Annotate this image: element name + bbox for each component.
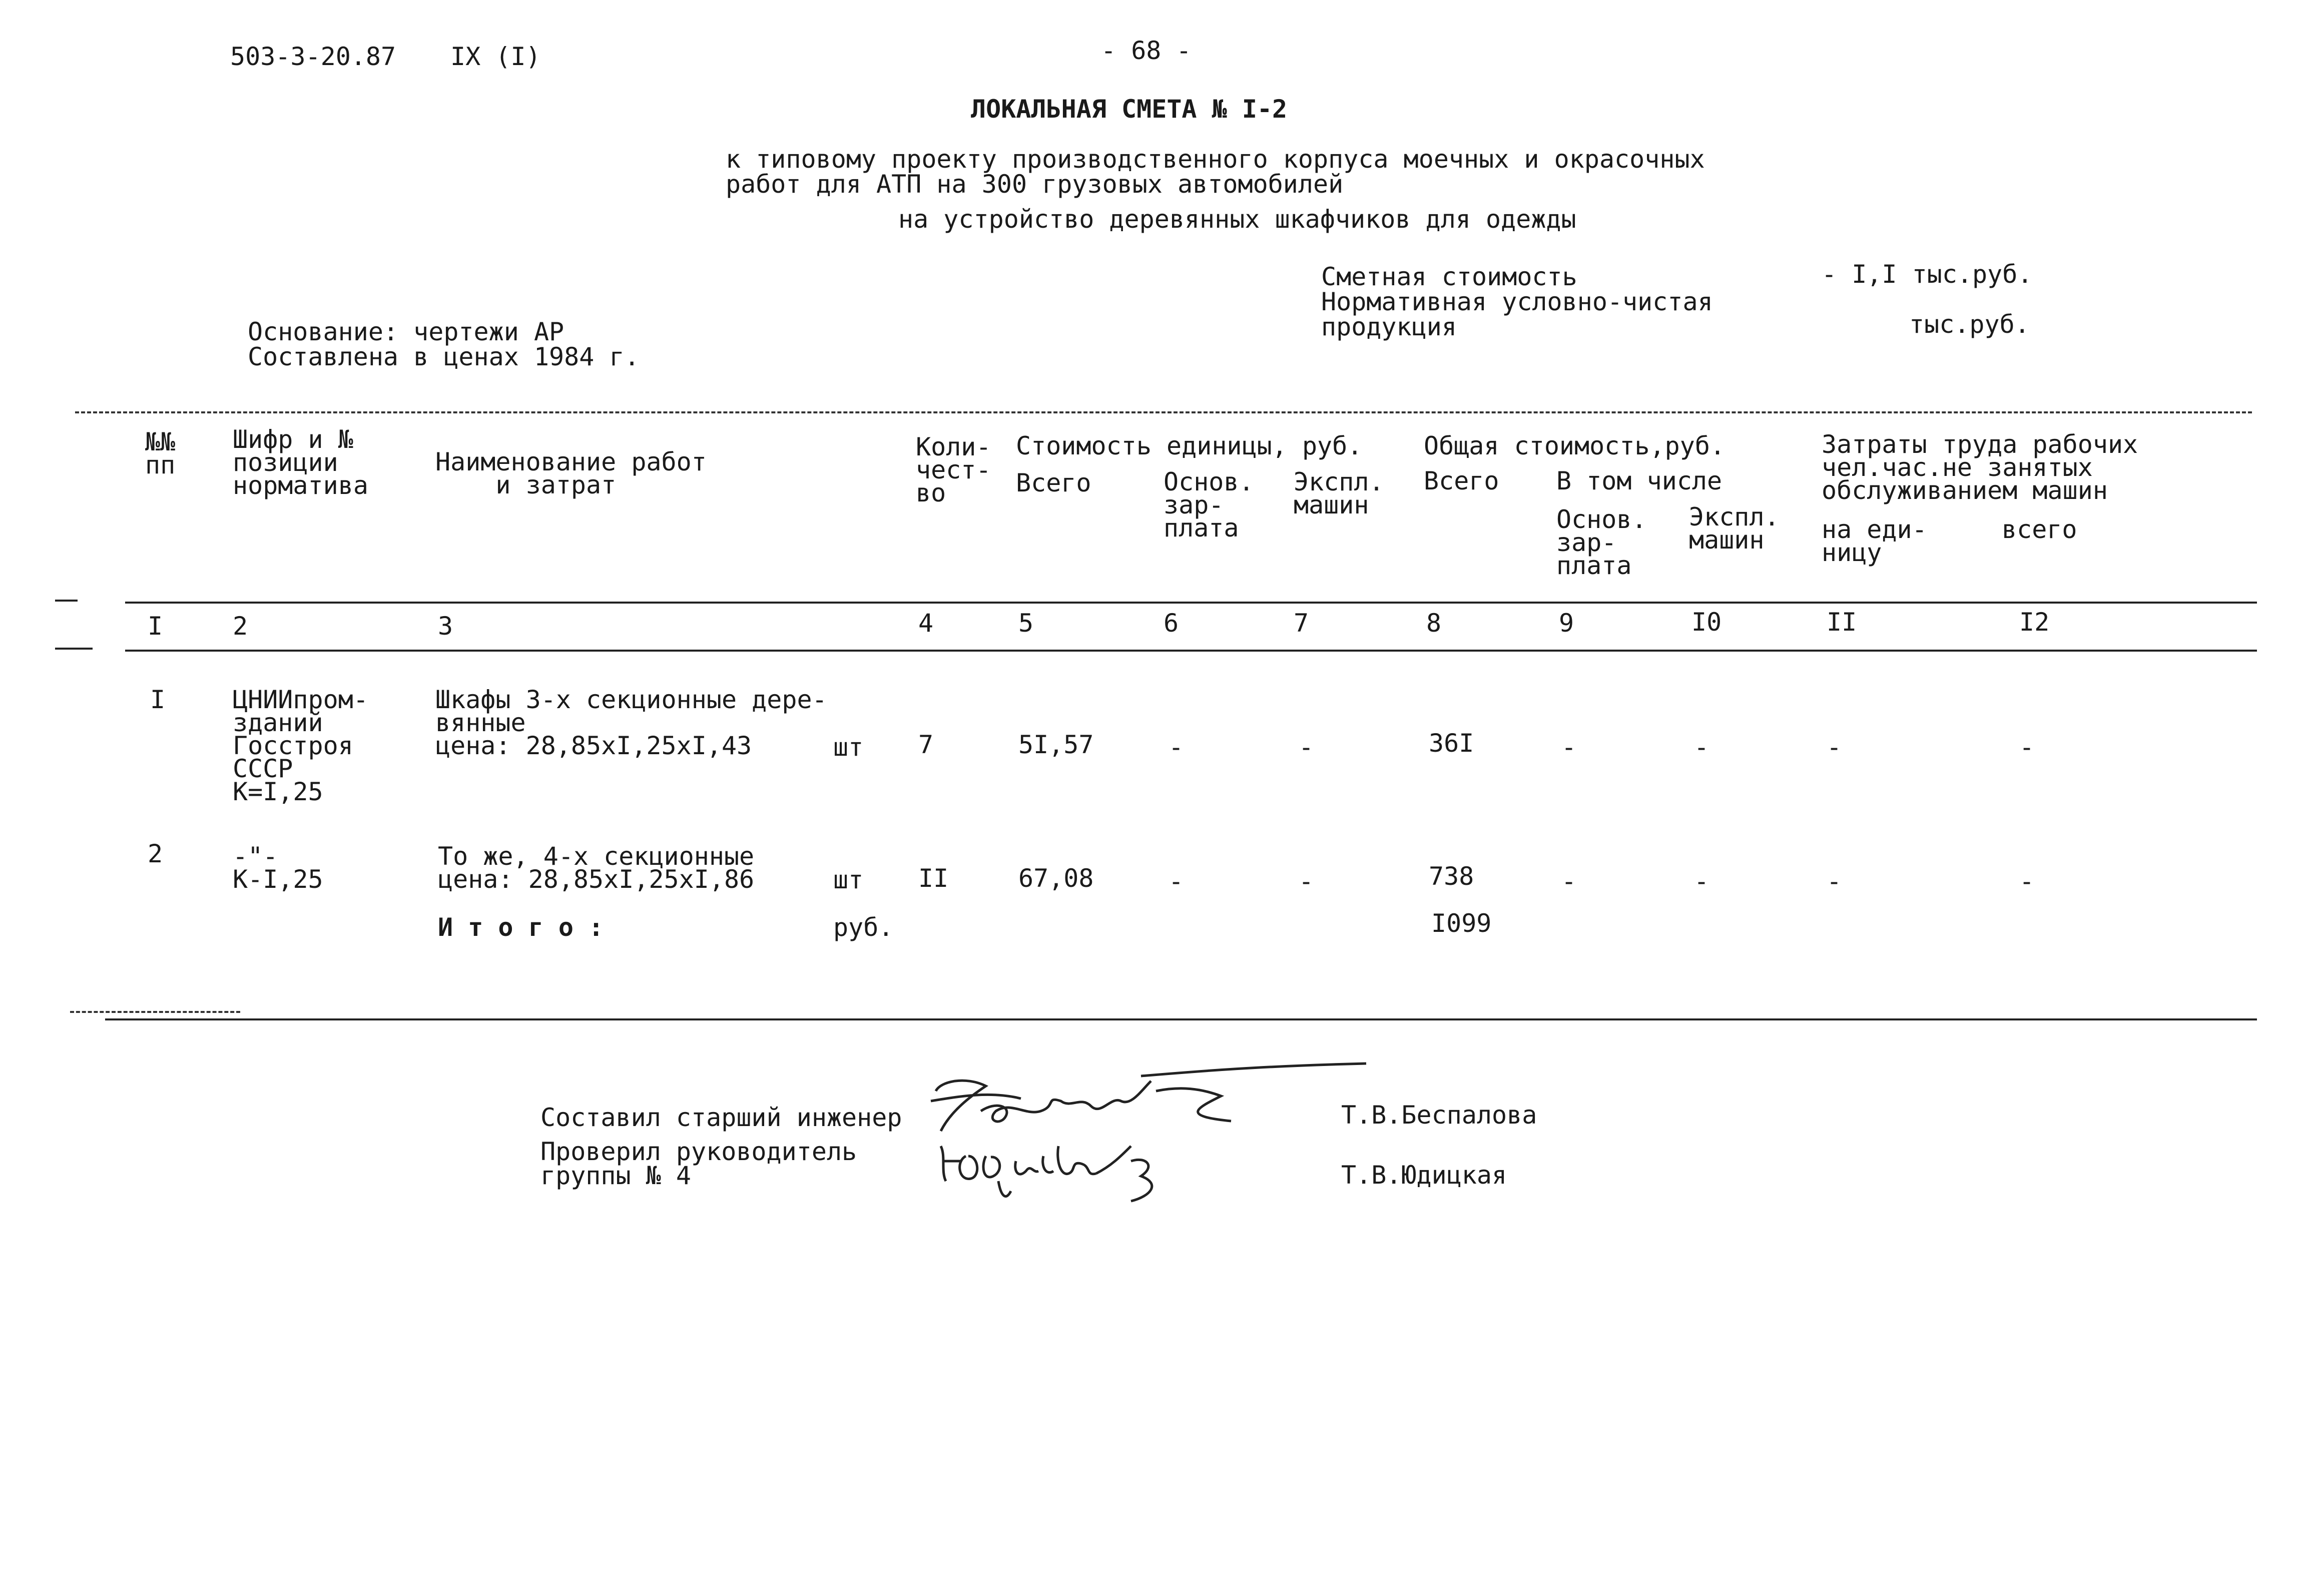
net-product-value: тыс.руб.	[1909, 310, 2030, 339]
section-number: IX (I)	[450, 42, 541, 71]
column-numbers-rule	[125, 650, 2257, 652]
doc-code: 503-3-20.87	[230, 42, 396, 71]
header-unit-machine: Экспл. машин	[1294, 467, 1384, 519]
col-number: II	[1827, 608, 1857, 637]
row-2-labor-total: -	[2019, 867, 2035, 896]
prices-text: Составлена в ценах 1984 г.	[248, 342, 640, 371]
basis-text: Основание: чертежи АР	[248, 317, 564, 346]
subtitle-line-3: на устройство деревянных шкафчиков для одежды	[898, 205, 1576, 234]
header-labor-total: всего	[2002, 515, 2077, 544]
row-1-name: Шкафы 3-х секционные дере- вянные цена: 28,85хI,25хI,43	[435, 685, 827, 760]
row-2-unit-salary: -	[1169, 867, 1184, 896]
header-labor-unit: на еди- ницу	[1822, 515, 1927, 567]
row-2-labor-unit: -	[1827, 867, 1842, 896]
col-number: I	[148, 612, 163, 641]
row-2-unit-total: 67,08	[1018, 864, 1094, 893]
row-2-name: То же, 4-х секционные цена: 28,85хI,25хI,86	[438, 842, 755, 894]
col-number: 5	[1018, 609, 1034, 638]
checked-by-label-2: группы № 4	[540, 1161, 692, 1190]
margin-tick-2	[55, 648, 93, 650]
checked-by-label-1: Проверил руководитель	[540, 1137, 857, 1166]
col-number: 3	[438, 612, 453, 641]
row-2-total-machine: -	[1694, 867, 1709, 896]
row-2-unit: шт	[833, 865, 864, 894]
row-1-unit-salary: -	[1169, 733, 1184, 762]
subtitle-line-2: работ для АТП на 300 грузовых автомобилей	[726, 170, 1344, 199]
row-1-num: I	[150, 685, 166, 714]
row-2-qty: II	[918, 864, 949, 893]
net-product-label-1: Нормативная условно-чистая	[1321, 287, 1713, 316]
col-number: 9	[1559, 609, 1574, 638]
header-total-all: Всего	[1424, 466, 1499, 495]
table-header-rule	[125, 602, 2257, 604]
row-2-total-salary: -	[1561, 867, 1577, 896]
col-number: I2	[2019, 608, 2050, 637]
header-num: №№ пп	[145, 427, 176, 479]
row-1-total-machine: -	[1694, 733, 1709, 762]
row-1-code: ЦНИИпром- зданий Госстроя СССР К=I,25	[233, 685, 368, 806]
header-labor: Затраты труда рабочих чел.час.не занятых обслуживанием машин	[1822, 430, 2138, 505]
header-total-incl: В том числе	[1556, 466, 1722, 495]
row-2-code: -"- К-I,25	[233, 842, 323, 894]
signature-2-graphic	[931, 1126, 1211, 1206]
col-number: 4	[918, 609, 934, 638]
row-1-labor-total: -	[2019, 733, 2035, 762]
header-name: Наименование работ и затрат	[435, 447, 707, 499]
row-1-unit-machine: -	[1299, 733, 1314, 762]
col-number: 2	[233, 612, 248, 641]
total-label: И т о г о :	[438, 913, 604, 942]
compiled-by-name: Т.В.Беспалова	[1341, 1101, 1537, 1130]
header-unit-cost: Стоимость единицы, руб.	[1016, 431, 1363, 460]
margin-tick-1	[55, 600, 78, 602]
row-2-total: 738	[1429, 862, 1474, 891]
row-1-unit: шт	[833, 733, 864, 762]
table-top-rule	[75, 411, 2252, 413]
header-qty: Коли- чест- во	[916, 432, 991, 507]
total-value: I099	[1431, 909, 1492, 938]
col-number: I0	[1691, 608, 1722, 637]
checked-by-name: Т.В.Юдицкая	[1341, 1161, 1507, 1190]
col-number: 6	[1164, 609, 1179, 638]
header-total-machine: Экспл. машин	[1689, 502, 1780, 555]
table-bottom-rule-left	[70, 1011, 240, 1013]
row-2-unit-machine: -	[1299, 867, 1314, 896]
subtitle-line-1: к типовому проекту производственного корпуса моечных и окрасочных	[726, 145, 1705, 174]
row-2-num: 2	[148, 839, 163, 868]
estimated-cost-label: Сметная стоимость	[1321, 262, 1577, 291]
row-1-qty: 7	[918, 730, 934, 759]
row-1-labor-unit: -	[1827, 733, 1842, 762]
col-number: 8	[1426, 609, 1442, 638]
header-unit-total: Всего	[1016, 468, 1091, 497]
estimated-cost-value: - I,I тыс.руб.	[1822, 260, 2033, 289]
row-1-unit-total: 5I,57	[1018, 730, 1094, 759]
document-title: ЛОКАЛЬНАЯ СМЕТА № I-2	[971, 95, 1288, 124]
compiled-by-label: Составил старший инженер	[540, 1103, 902, 1132]
page-number: - 68 -	[1101, 36, 1192, 65]
header-code: Шифр и № позиции норматива	[233, 425, 368, 500]
col-number: 7	[1294, 609, 1309, 638]
total-unit: руб.	[833, 913, 894, 942]
header-total-cost: Общая стоимость,руб.	[1424, 431, 1725, 460]
row-1-total-salary: -	[1561, 733, 1577, 762]
net-product-label-2: продукция	[1321, 312, 1457, 341]
table-bottom-rule	[105, 1018, 2257, 1020]
header-total-salary: Основ. зар- плата	[1556, 505, 1647, 580]
row-1-total: 36I	[1429, 729, 1474, 758]
header-unit-salary: Основ. зар- плата	[1164, 467, 1254, 543]
